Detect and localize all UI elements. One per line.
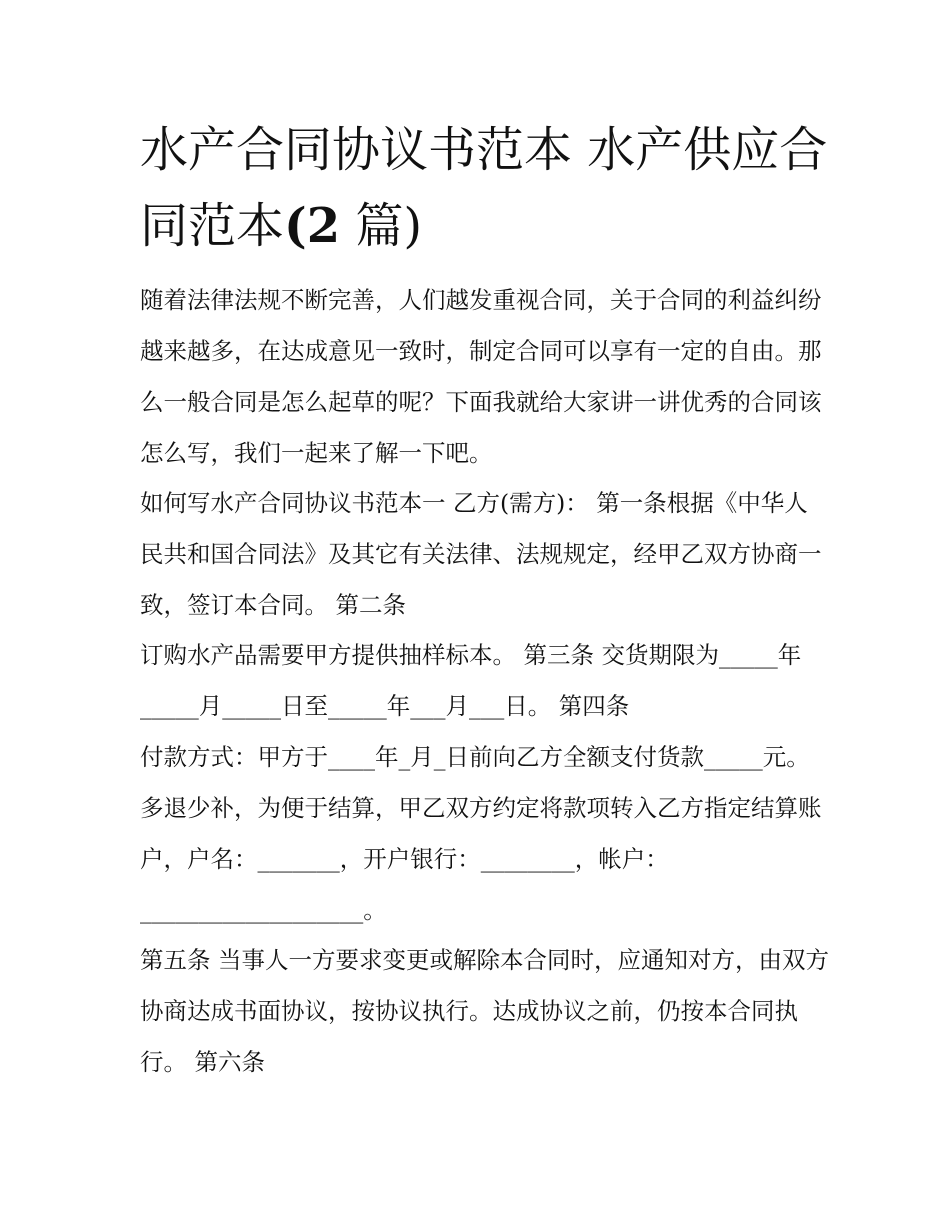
- title-count: (2: [284, 198, 341, 254]
- paragraph-article-1: 如何写水产合同协议书范本一 乙方(需方)： 第一条根据《中华人民共和国合同法》及其它有关法律、法规规定，经甲乙双方协商一致，签订本合同。 第二条: [140, 489, 822, 619]
- paragraph-account-blank: ___________________。: [140, 896, 387, 924]
- title-text: 水产合同协议书范本 水产供应合同范本: [140, 122, 828, 254]
- paragraph-article-5: 第五条 当事人一方要求变更或解除本合同时，应通知对方，由双方协商达成书面协议，按协议执行。达成协议之前，仍按本合同执行。 第六条: [140, 946, 829, 1076]
- paragraph-intro: 随着法律法规不断完善，人们越发重视合同，关于合同的利益纠纷越来越多，在达成意见一致时，制定合同可以享有一定的自由。那么一般合同是怎么起草的呢？下面我就给大家讲一讲优秀的合同该怎么写，我们一起来了解一下吧。: [140, 286, 822, 467]
- paragraph-article-4: 付款方式：甲方于____年_月_日前向乙方全额支付货款_____元。多退少补，为便于结算，甲乙双方约定将款项转入乙方指定结算账户，户名：_______，开户银行：________，帐户：: [140, 743, 822, 873]
- document-title: [140, 112, 830, 264]
- paragraph-article-3: 订购水产品需要甲方提供抽样标本。 第三条 交货期限为_____年_____月_____日至_____年___月___日。 第四条: [140, 641, 802, 720]
- title-suffix: 篇): [340, 198, 423, 254]
